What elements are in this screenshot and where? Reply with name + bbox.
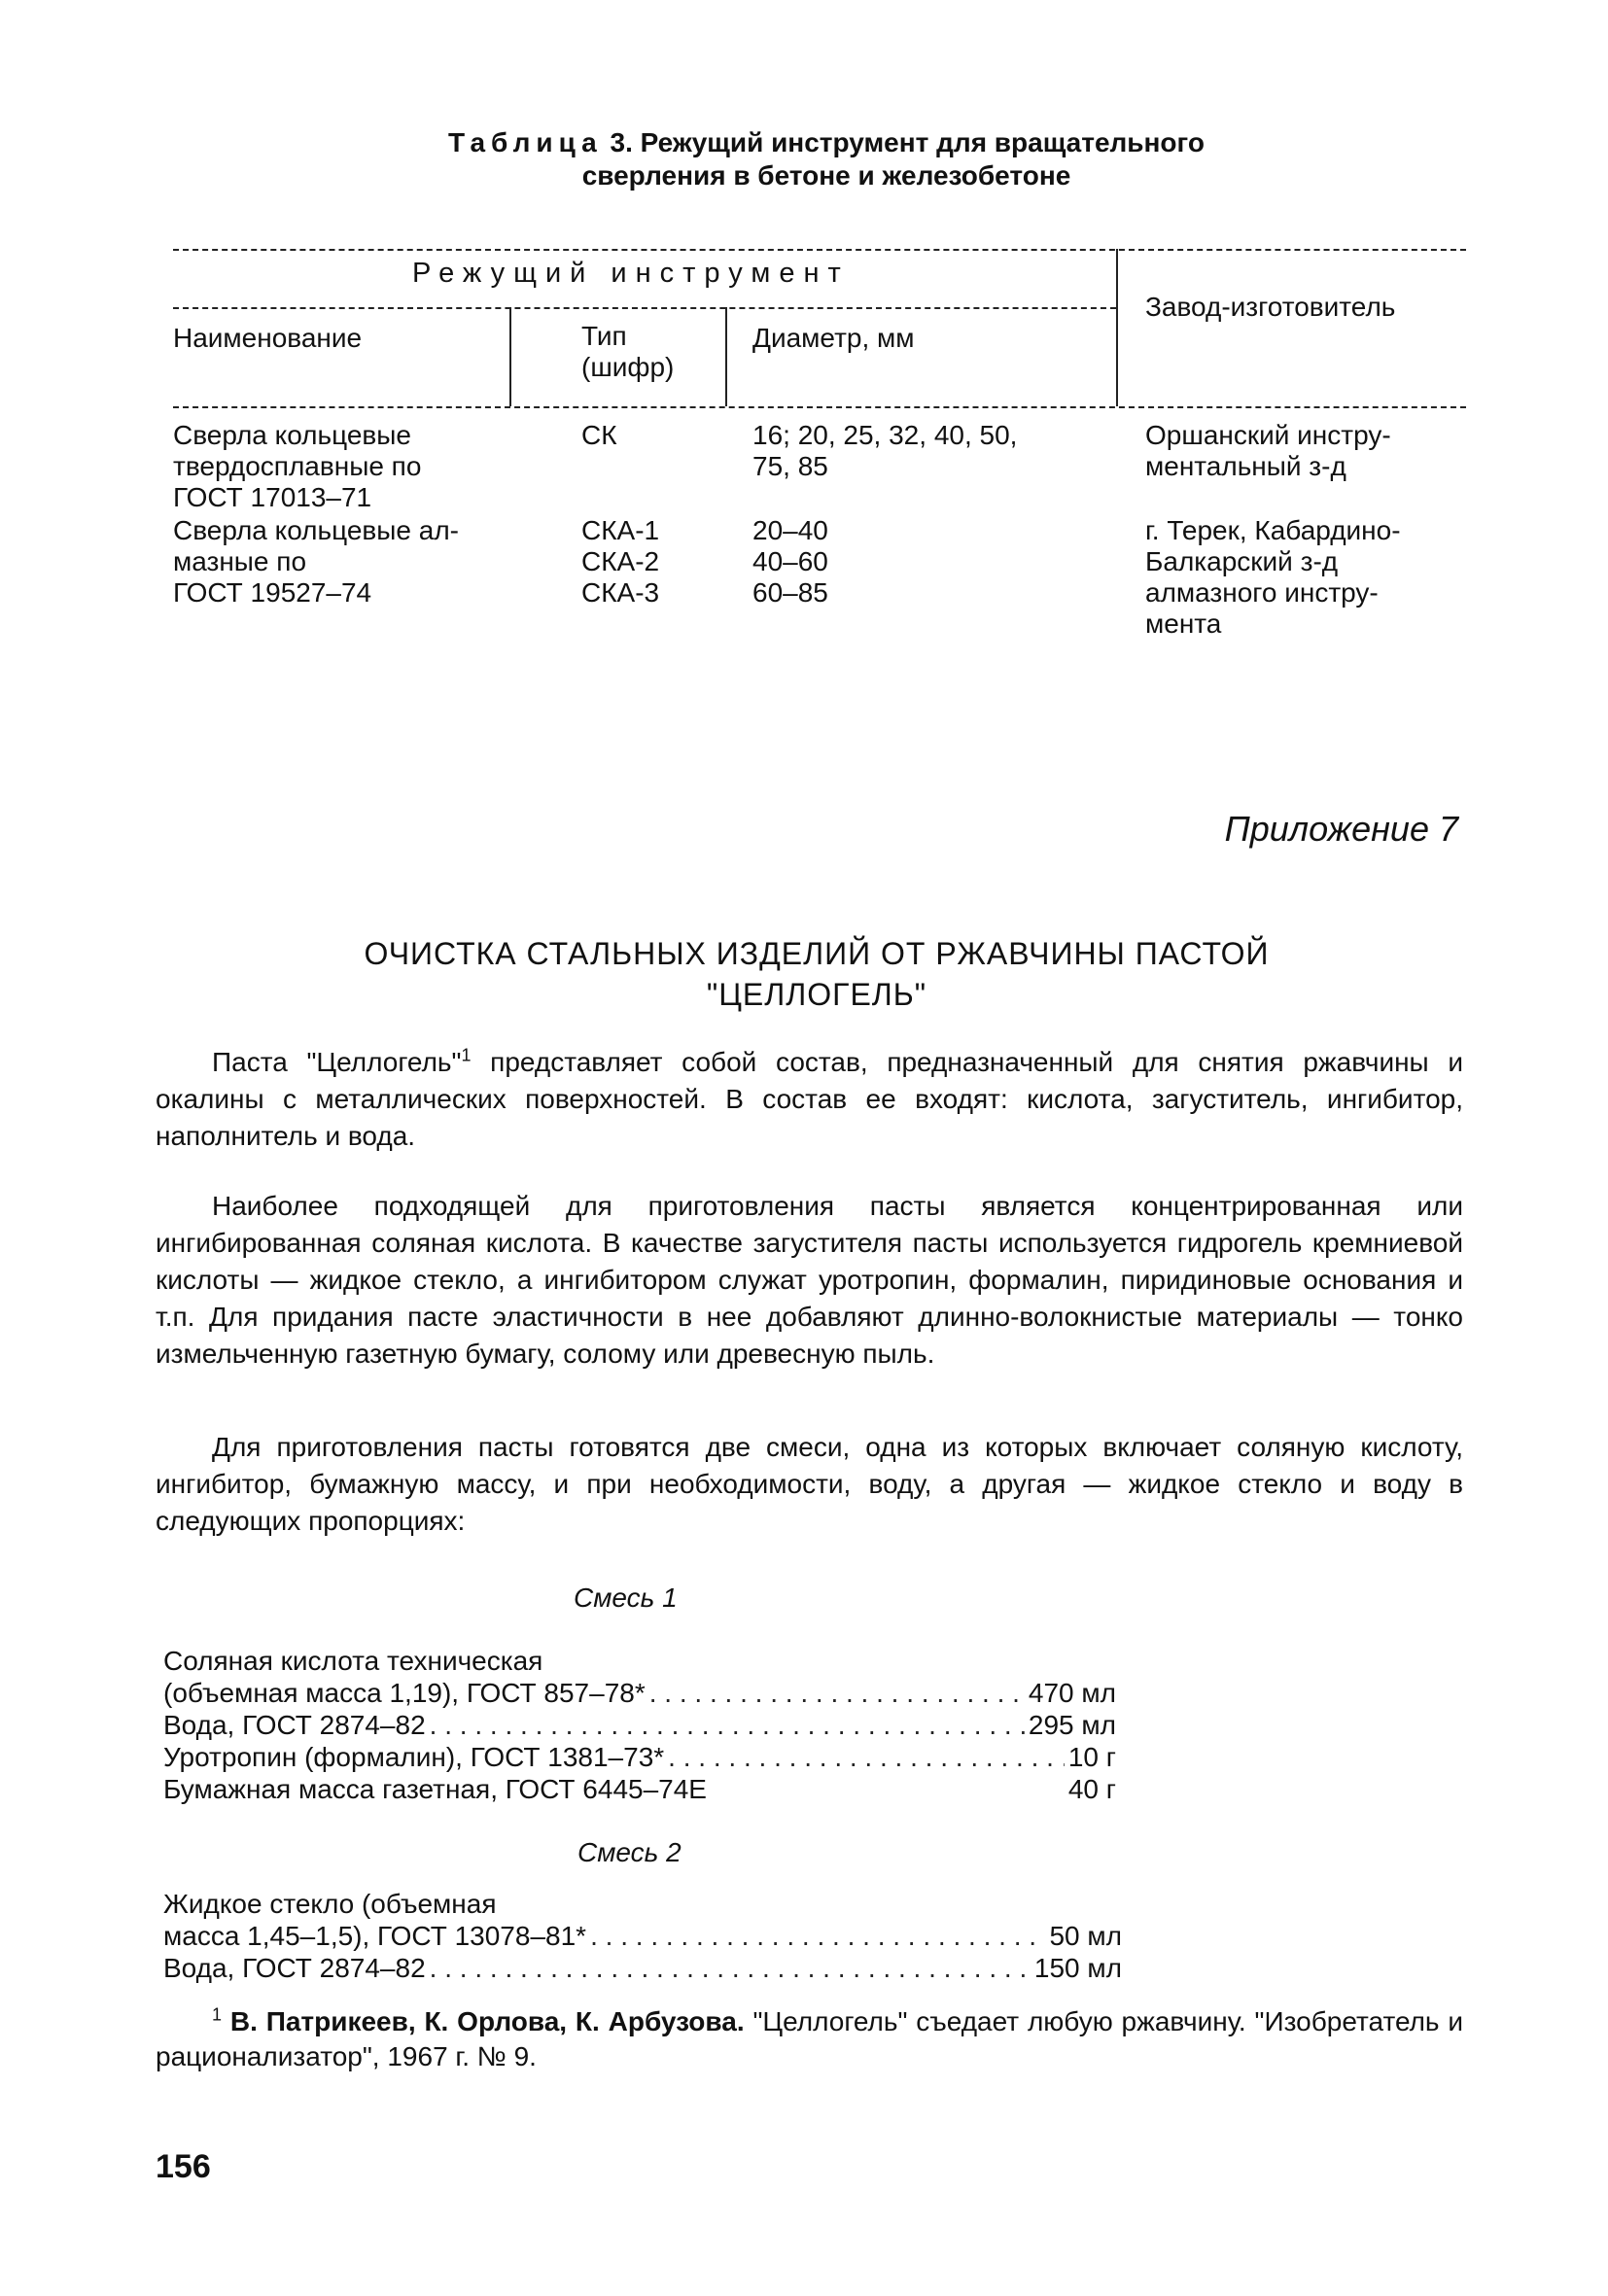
footnote-ref: 1	[461, 1045, 472, 1065]
table-row-1-name	[173, 420, 421, 513]
table-cell-text: алмазного инстру-	[1145, 577, 1379, 608]
table-header-type-line1: Тип	[581, 321, 627, 351]
section-title-line2: "ЦЕЛЛОГЕЛЬ"	[706, 977, 927, 1012]
table-header-type-line2: (шифр)	[581, 352, 675, 382]
table-vline-diameter	[725, 307, 727, 406]
mix-item-amount: 150 мл	[1033, 1953, 1122, 1983]
paragraph-1-start: Паста "Целлогель"	[212, 1047, 462, 1077]
table-header-diameter: Диаметр, мм	[752, 323, 915, 353]
table-caption-rest: 3. Режущий инструмент для вращательного	[602, 127, 1205, 157]
footnote	[156, 2004, 1463, 2074]
table-cell-text: мазные по	[173, 546, 307, 576]
paragraph-2	[156, 1188, 1463, 1373]
table-cell-text: 16; 20, 25, 32, 40, 50,	[752, 420, 1018, 450]
list-item	[163, 1677, 1116, 1709]
table-caption-word: Таблица	[448, 127, 603, 157]
table-row-1-diameter	[752, 420, 1017, 482]
footnote-mark: 1	[212, 2004, 223, 2025]
table-cell-text: СК	[581, 420, 617, 450]
table-cell-text: г. Терек, Кабардино-	[1145, 515, 1401, 545]
table-cell-text: мента	[1145, 609, 1222, 639]
table-row-2-diameter	[752, 515, 828, 609]
table-cell-text: Балкарский з-д	[1145, 546, 1339, 576]
table-header-name: Наименование	[173, 323, 363, 353]
mix-item-label: Соляная кислота техническая	[163, 1646, 543, 1676]
mix-item-label: Вода, ГОСТ 2874–82	[163, 1953, 426, 1983]
section-title-line1: ОЧИСТКА СТАЛЬНЫХ ИЗДЕЛИЙ ОТ РЖАВЧИНЫ ПАСТОЙ	[364, 936, 1270, 971]
list-item	[163, 1888, 1122, 1920]
table-caption	[292, 126, 1361, 192]
appendix-label: Приложение 7	[1224, 809, 1458, 849]
paragraph-3	[156, 1429, 1463, 1540]
table-vline-type	[509, 307, 511, 406]
mix-1-heading: Смесь 1	[574, 1583, 678, 1613]
mix-1-list	[163, 1645, 1116, 1805]
table-cell-text: СКА-1	[581, 515, 660, 545]
table-header-bottom-rule	[173, 406, 1466, 408]
mix-2-heading: Смесь 2	[577, 1837, 682, 1867]
mix-item-label: Бумажная масса газетная, ГОСТ 6445–74Е	[163, 1774, 707, 1804]
table-header-span: Режущий инструмент	[412, 258, 850, 289]
mix-item-amount: 40 г	[1067, 1774, 1116, 1804]
table-cell-text: 60–85	[752, 577, 828, 608]
mix-item-amount: 470 мл	[1028, 1678, 1116, 1708]
table-row-1-type	[581, 420, 617, 451]
footnote-authors: В. Патрикеев, К. Орлова, К. Арбузова.	[229, 2006, 745, 2036]
table-cell-text: 20–40	[752, 515, 828, 545]
table-cell-text: Сверла кольцевые ал-	[173, 515, 459, 545]
table-caption-line2: сверления в бетоне и железобетоне	[581, 160, 1071, 191]
table-row-2-name	[173, 515, 459, 609]
table-cell-text: СКА-2	[581, 546, 660, 576]
table-mid-rule	[173, 307, 1116, 309]
table-cell-text: ГОСТ 17013–71	[173, 482, 372, 512]
mix-item-label: (объемная масса 1,19), ГОСТ 857–78*	[163, 1678, 646, 1708]
table-cell-text: Сверла кольцевые	[173, 420, 411, 450]
table-vline-factory	[1116, 249, 1118, 406]
paragraph-2-text: Наиболее подходящей для приготовления пасты является концентрированная или ингибированная соляная кислота. В качестве загустителя пасты используется гидрогель кремниевой кислоты — жидкое стекло, а ингибитором служат уротропин, формалин, пиридиновые основания и т.п. Для придания пасте эластичности в нее добавляют длинно-волокнистые материалы — тонко измельченную газетную бумагу, солому или древесную пыль.	[156, 1191, 1463, 1369]
page-number: 156	[156, 2148, 211, 2185]
paragraph-1-rest: представляет собой состав, предназначенный для снятия ржавчины и окалины с металлических поверхностей. В состав ее входят: кислота, загуститель, ингибитор, наполнитель и вода.	[156, 1047, 1464, 1151]
table-cell-text: 75, 85	[752, 451, 828, 481]
mix-item-label: Вода, ГОСТ 2874–82	[163, 1710, 426, 1740]
table-row-1-factory	[1145, 420, 1391, 482]
list-item	[163, 1645, 1116, 1677]
table-cell-text: Оршанский инстру-	[1145, 420, 1391, 450]
paragraph-1	[156, 1044, 1463, 1155]
mix-item-amount: 295 мл	[1028, 1710, 1116, 1740]
list-item	[163, 1773, 1116, 1805]
mix-2-list	[163, 1888, 1122, 1984]
table-header-type	[581, 321, 674, 383]
table-row-2-factory	[1145, 515, 1401, 640]
table-row-2-type	[581, 515, 659, 609]
mix-item-label: Уротропин (формалин), ГОСТ 1381–73*	[163, 1742, 665, 1772]
table-top-rule	[173, 249, 1466, 251]
section-title	[253, 933, 1381, 1015]
mix-item-amount: 50 мл	[1049, 1921, 1122, 1951]
table-header-factory: Завод-изготовитель	[1145, 292, 1396, 322]
mix-item-amount: 10 г	[1067, 1742, 1116, 1772]
mix-item-label: Жидкое стекло (объемная	[163, 1889, 497, 1919]
table-cell-text: СКА-3	[581, 577, 660, 608]
list-item	[163, 1709, 1116, 1741]
list-item	[163, 1741, 1116, 1773]
table-cell-text: ГОСТ 19527–74	[173, 577, 372, 608]
footnote-text: "Целлогель" съедает любую ржавчину. "Изобретатель и рационализатор", 1967 г. № 9.	[156, 2006, 1464, 2071]
list-item	[163, 1920, 1122, 1952]
mix-item-label: масса 1,45–1,5), ГОСТ 13078–81*	[163, 1921, 587, 1951]
table-cell-text: 40–60	[752, 546, 828, 576]
table-cell-text: ментальный з-д	[1145, 451, 1346, 481]
list-item	[163, 1952, 1122, 1984]
paragraph-3-text: Для приготовления пасты готовятся две смеси, одна из которых включает соляную кислоту, ингибитор, бумажную массу, и при необходимости, воду, а другая — жидкое стекло и воду в следующих пропорциях:	[156, 1432, 1463, 1536]
table-cell-text: твердосплавные по	[173, 451, 422, 481]
